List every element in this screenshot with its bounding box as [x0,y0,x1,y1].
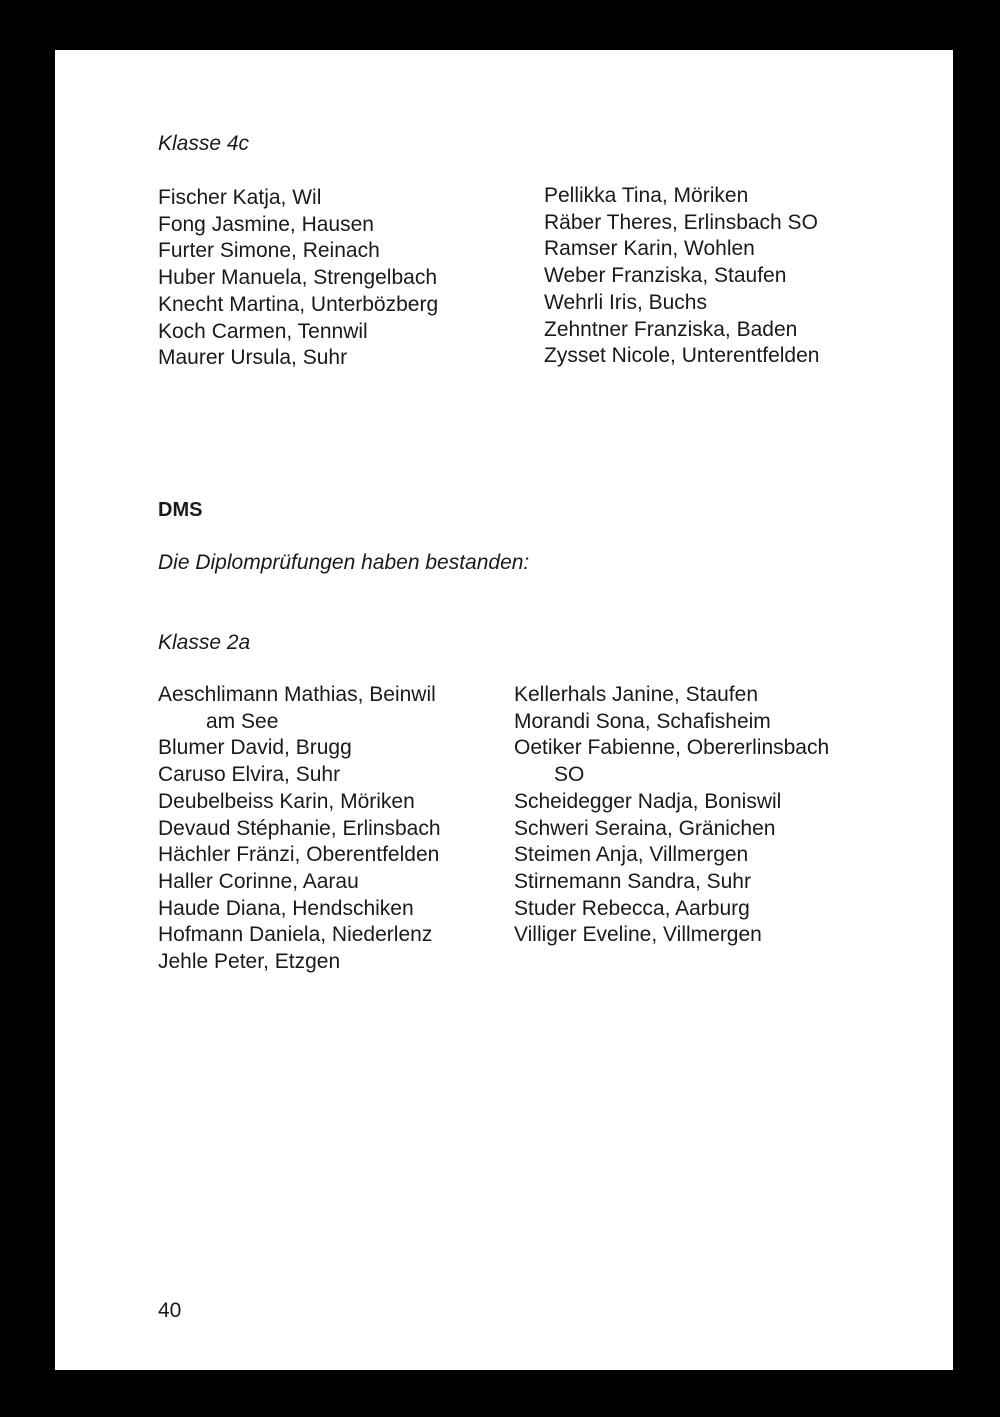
list-item: Furter Simone, Reinach [158,239,380,263]
list-item: Knecht Martina, Unterbözberg [158,292,439,316]
list-item: Hächler Fränzi, Oberentfelden [158,843,440,867]
list-item: Oetiker Fabienne, Obererlinsbach [514,736,830,760]
dms-subtitle: Die Diplomprüfungen haben bestanden: [158,551,530,574]
list-item: Stirnemann Sandra, Suhr [514,869,751,893]
list-item: Räber Theres, Erlinsbach SO [544,210,818,234]
class-4c-right-column [544,183,819,370]
list-item: Huber Manuela, Strengelbach [158,266,438,290]
list-item: Steimen Anja, Villmergen [514,843,749,867]
list-item: Studer Rebecca, Aarburg [514,896,750,920]
list-item: Pellikka Tina, Möriken [544,184,749,207]
class-4c-left-column [158,185,438,372]
list-item: Jehle Peter, Etzgen [158,950,341,974]
list-item: Weber Franziska, Staufen [544,264,787,288]
list-item: Scheidegger Nadja, Boniswil [514,789,782,813]
list-item: Fischer Katja, Wil [158,186,322,209]
list-item: Villiger Eveline, Villmergen [514,923,762,947]
dms-title: DMS [158,499,203,521]
list-item: Kellerhals Janine, Staufen [514,683,758,706]
document-page [55,50,953,1370]
page-number: 40 [158,1299,182,1322]
list-item: Zysset Nicole, Unterentfelden [544,344,820,368]
list-item: Wehrli Iris, Buchs [544,290,707,314]
list-item: Haller Corinne, Aarau [158,869,359,893]
list-item: Koch Carmen, Tennwil [158,319,368,343]
list-item: Zehntner Franziska, Baden [544,317,798,341]
list-item: Deubelbeiss Karin, Möriken [158,789,415,813]
list-item: Haude Diana, Hendschiken [158,896,414,920]
class-2a-right-column [514,682,829,949]
list-item: Fong Jasmine, Hausen [158,212,374,236]
class-2a-heading: Klasse 2a [158,631,251,654]
list-item: Morandi Sona, Schafisheim [514,709,771,733]
class-4c-heading: Klasse 4c [158,132,250,155]
class-2a-left-column [158,682,441,976]
list-item-continuation: SO [554,763,585,787]
list-item: Hofmann Daniela, Niederlenz [158,923,433,947]
list-item: Caruso Elvira, Suhr [158,763,341,787]
list-item: Ramser Karin, Wohlen [544,237,755,261]
list-item: Devaud Stéphanie, Erlinsbach [158,816,441,840]
list-item: Blumer David, Brugg [158,736,352,760]
list-item: Maurer Ursula, Suhr [158,346,348,370]
list-item-continuation: am See [206,709,279,733]
list-item: Schweri Seraina, Gränichen [514,816,776,840]
list-item: Aeschlimann Mathias, Beinwil [158,683,436,706]
